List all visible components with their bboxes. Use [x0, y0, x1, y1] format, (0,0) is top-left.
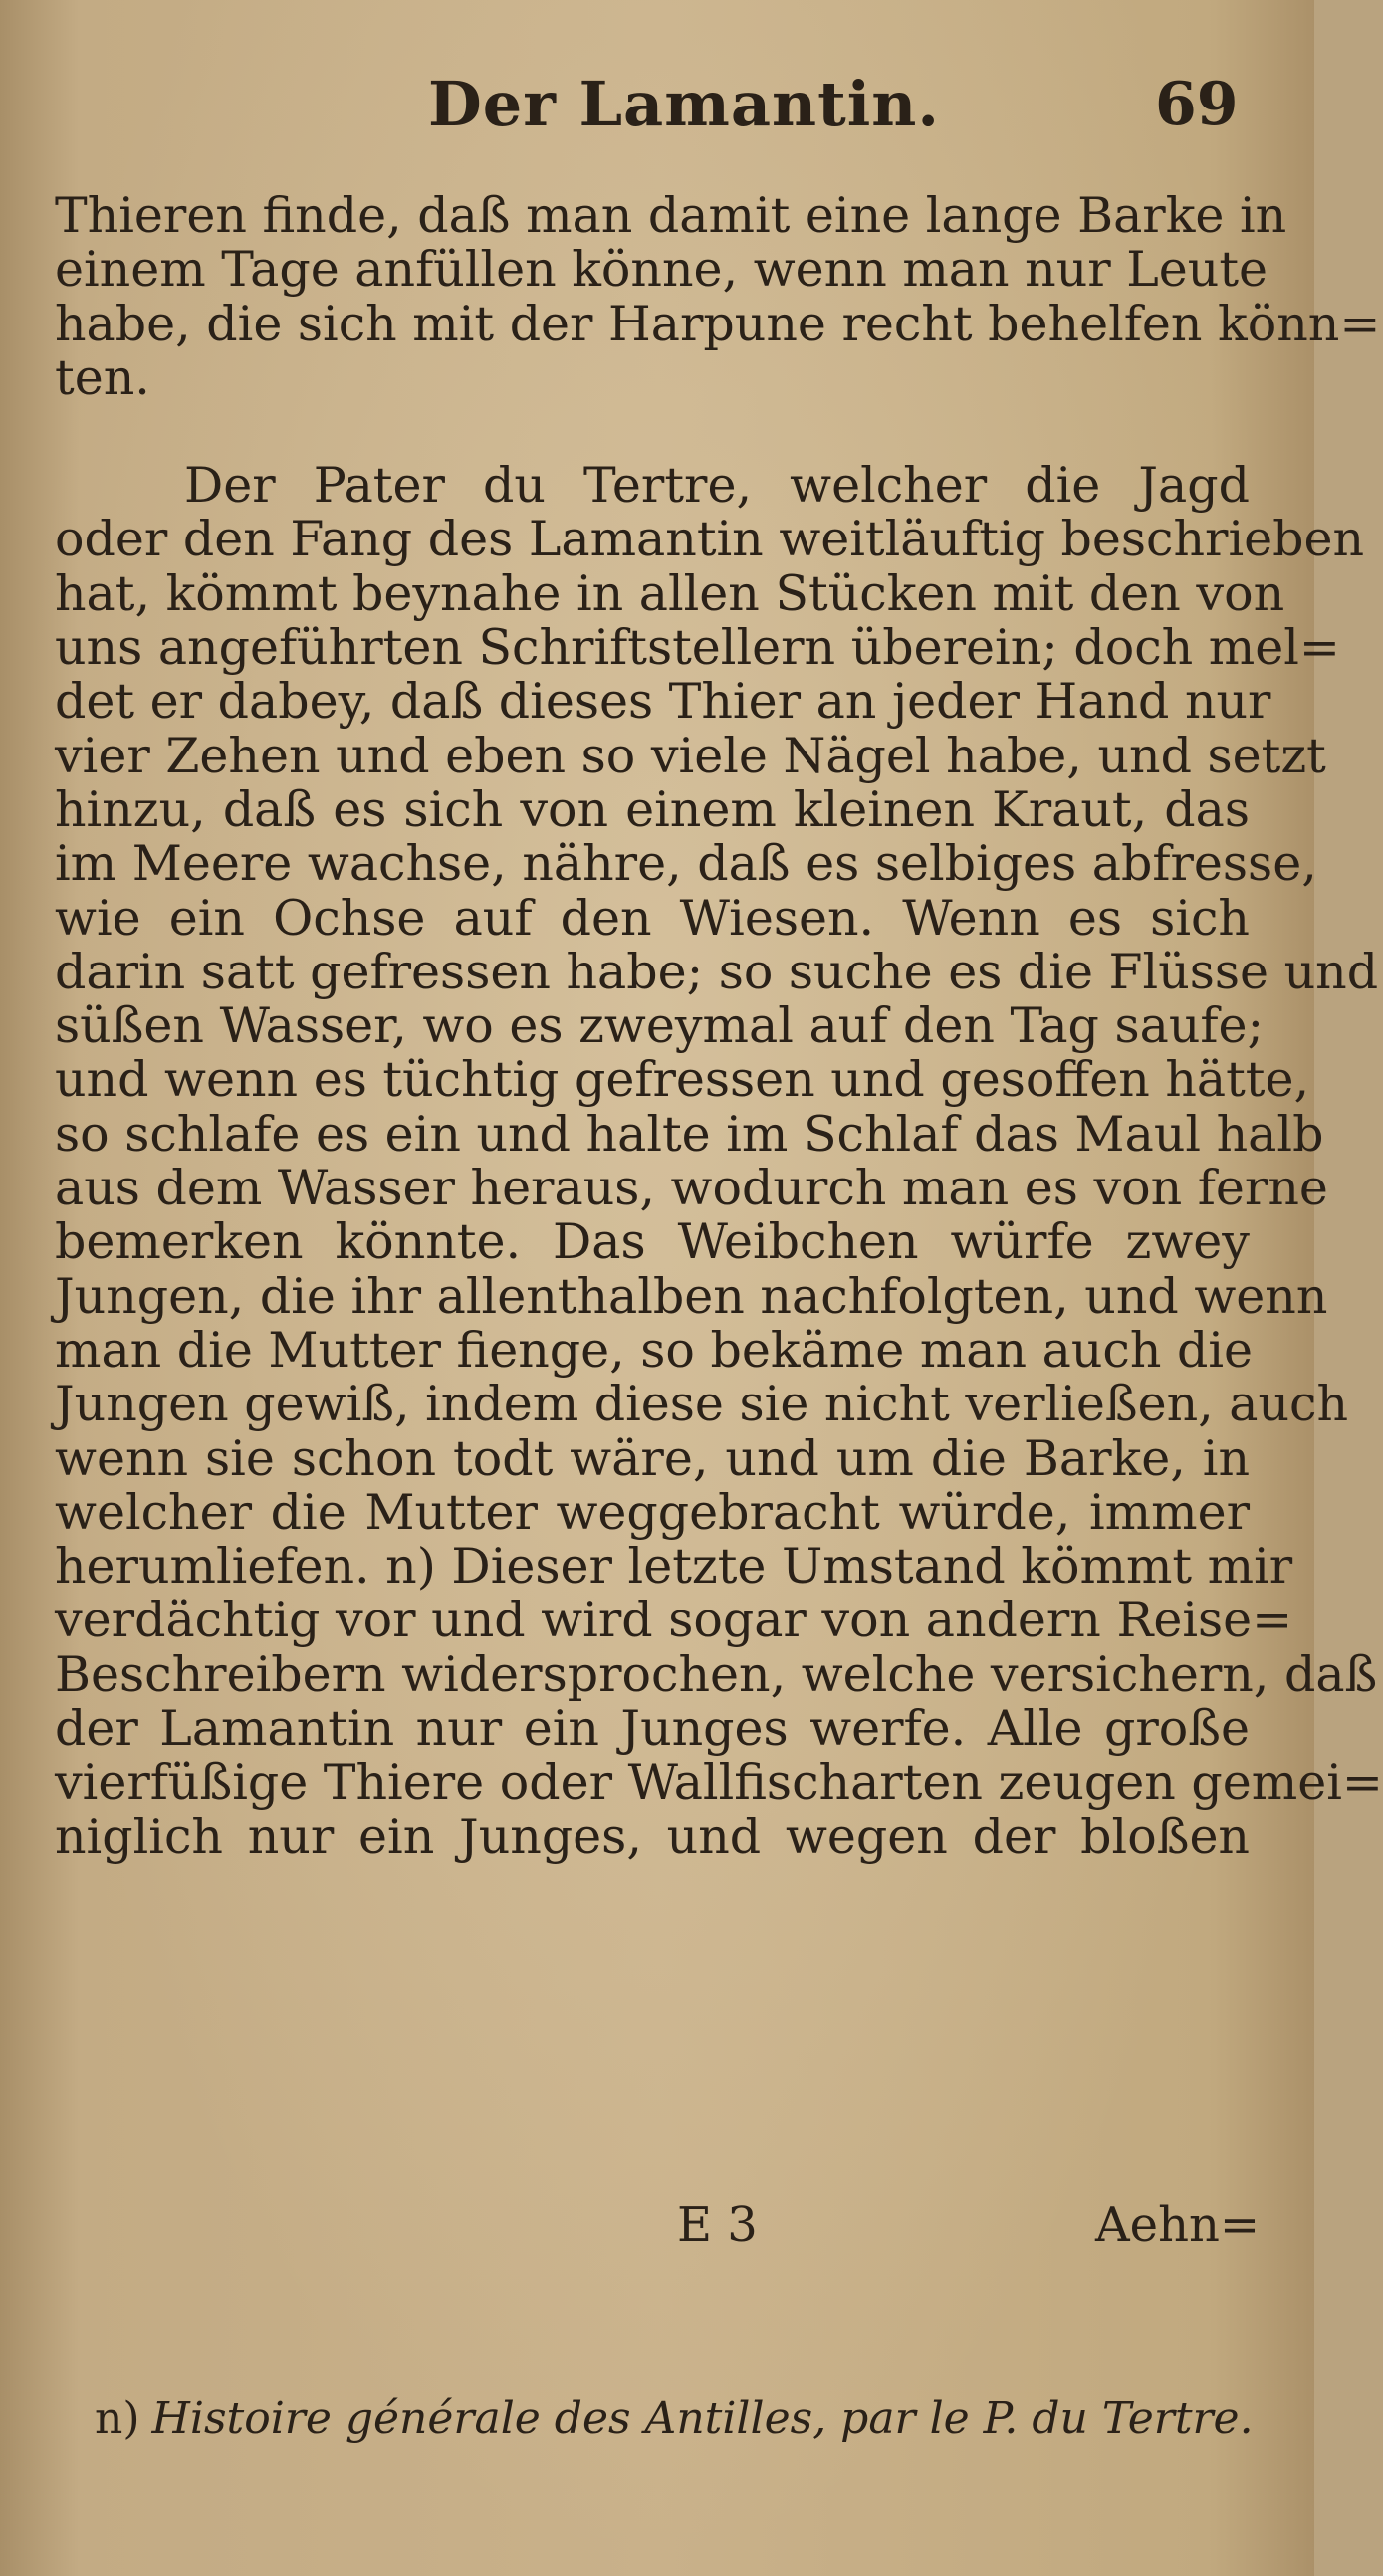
text-line: habe, die sich mit der Harpune recht behelfen könn=: [55, 295, 1381, 352]
text-line: einem Tage anfüllen könne, wenn man nur Leute: [55, 241, 1268, 299]
footnote: [95, 2389, 1254, 2449]
text-line: hat, kömmt beynahe in allen Stücken mit den von: [55, 564, 1285, 622]
text-line: det er dabey, daß dieses Thier an jeder Hand nur: [55, 673, 1271, 731]
text-line: darin satt gefressen habe; so suche es die Flüsse und: [55, 943, 1379, 1000]
text-line: uns angeführten Schriftstellern überein; doch mel=: [55, 619, 1340, 677]
text-line: Jungen gewiß, indem diese sie nicht verließen, auch: [55, 1376, 1349, 1433]
text-line: vierfüßige Thiere oder Wallfischarten zeugen gemei=: [55, 1754, 1383, 1812]
text-line: Beschreibern widersprochen, welche versichern, daß: [55, 1645, 1378, 1703]
text-line: süßen Wasser, wo es zweymal auf den Tag saufe;: [55, 997, 1265, 1055]
footnote-text: Histoire générale des Antilles, par le P. du Tertre.: [151, 2393, 1254, 2444]
text-line: im Meere wachse, nähre, daß es selbiges abfresse,: [55, 835, 1317, 893]
text-line: wenn sie schon todt wäre, und um die Barke, in: [55, 1429, 1250, 1487]
text-line: so schlafe es ein und halte im Schlaf das Maul halb: [55, 1105, 1324, 1163]
text-line: Thieren finde, daß man damit eine lange Barke in: [55, 187, 1287, 244]
text-line: oder den Fang des Lamantin weitläuftig beschrieben: [55, 511, 1365, 568]
text-line: vier Zehen und eben so viele Nägel habe, und setzt: [55, 727, 1326, 784]
text-line: bemerken könnte. Das Weibchen würfe zwey: [55, 1213, 1250, 1271]
text-line: Jungen, die ihr allenthalben nachfolgten, und wenn: [55, 1267, 1328, 1325]
text-line: verdächtig vor und wird sogar von andern Reise=: [55, 1592, 1293, 1649]
text-line: der Lamantin nur ein Junges werfe. Alle große: [55, 1700, 1250, 1758]
text-line: niglich nur ein Junges, und wegen der bloßen: [55, 1808, 1250, 1865]
paragraph-gap: [55, 405, 1250, 459]
text-line: Der Pater du Tertre, welcher die Jagd: [184, 457, 1250, 515]
text-line: welcher die Mutter weggebracht würde, immer: [55, 1483, 1250, 1541]
body-text: [55, 187, 1383, 1865]
running-head: [0, 60, 1314, 149]
text-line: ten.: [55, 348, 150, 406]
text-line: wie ein Ochse auf den Wiesen. Wenn es sich: [55, 889, 1250, 947]
running-head-title: Der Lamantin.: [428, 68, 940, 140]
catchword: Aehn=: [1095, 2197, 1261, 2253]
page-number: 69: [1155, 70, 1239, 139]
text-line: aus dem Wasser heraus, wodurch man es von ferne: [55, 1160, 1328, 1217]
text-line: hinzu, daß es sich von einem kleinen Kraut, das: [55, 780, 1250, 838]
text-line: und wenn es tüchtig gefressen und gesoffen hätte,: [55, 1051, 1310, 1109]
text-line: man die Mutter fienge, so bekäme man auch die: [55, 1321, 1254, 1379]
text-line: herumliefen. n) Dieser letzte Umstand kömmt mir: [55, 1538, 1293, 1596]
footnote-marker: n): [95, 2393, 140, 2444]
signature-mark: E 3: [677, 2197, 758, 2253]
